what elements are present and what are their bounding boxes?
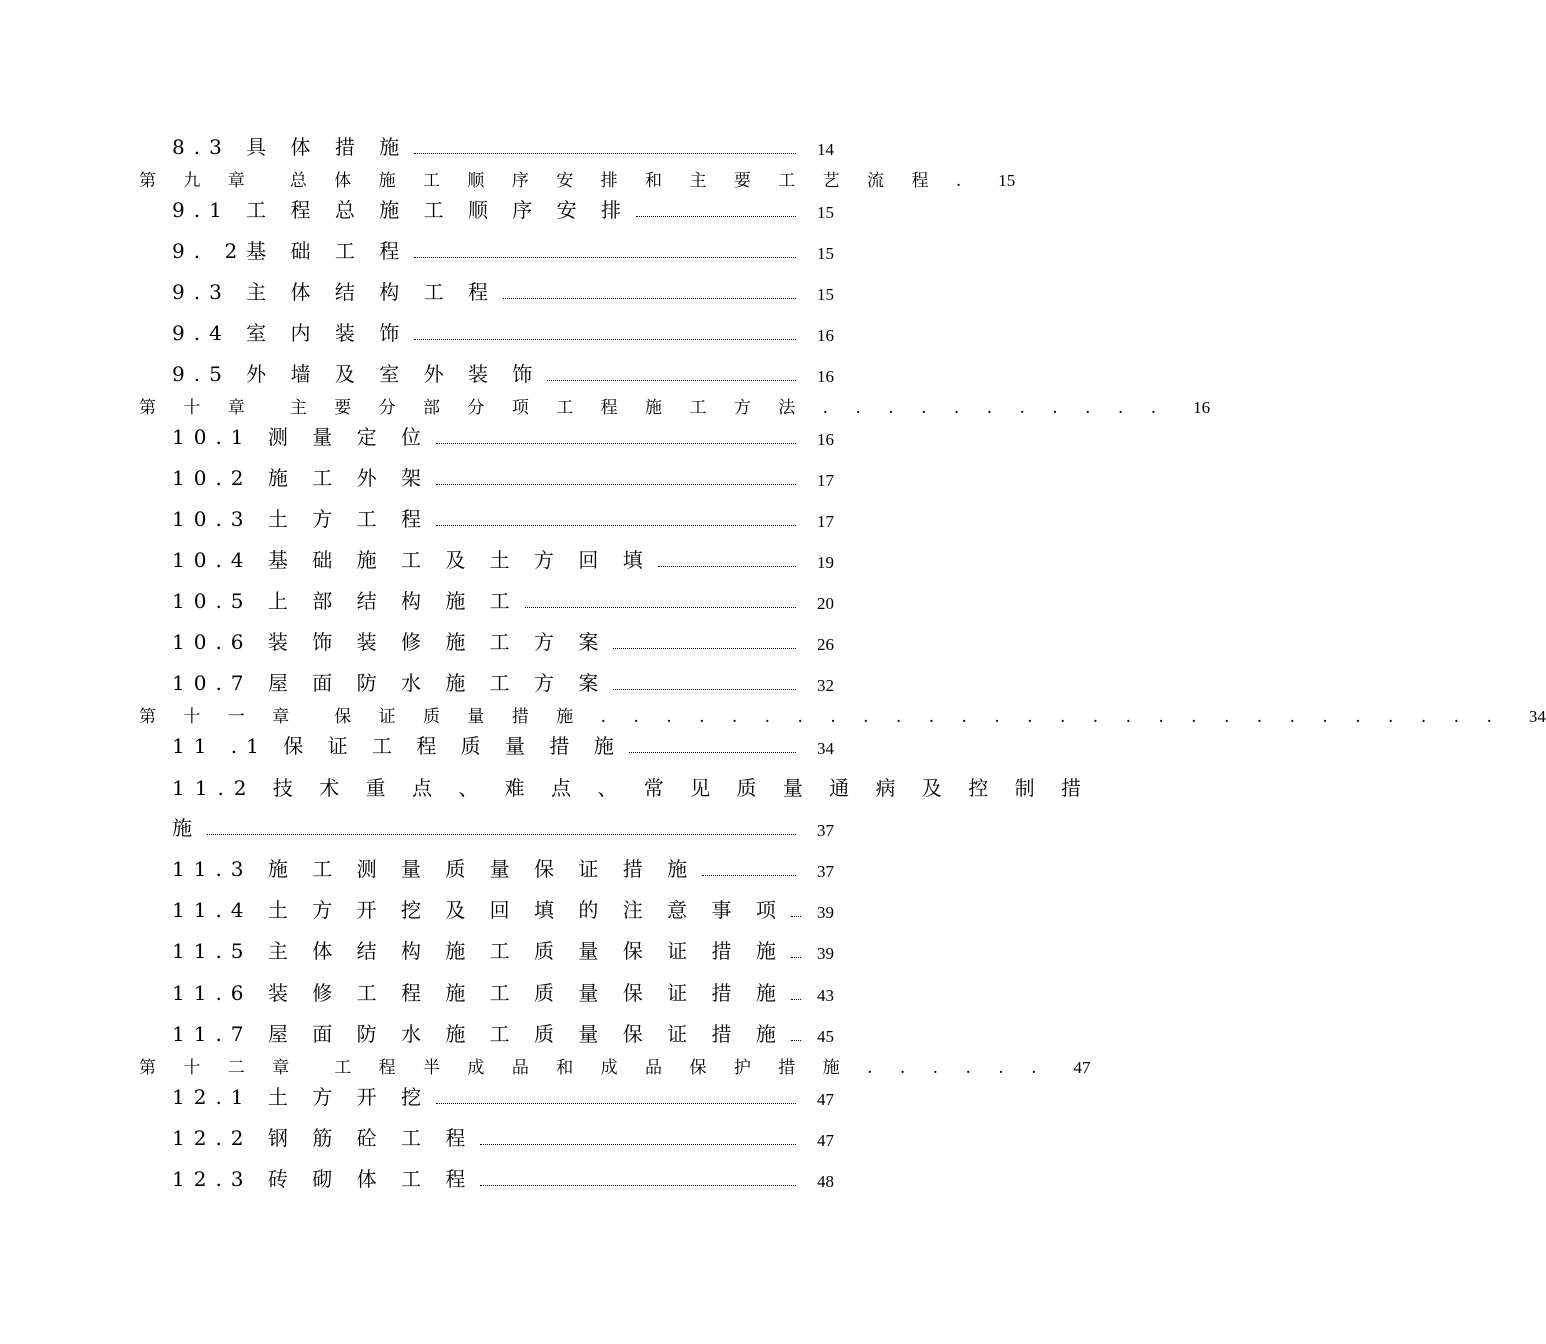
toc-entry-label: 施	[172, 816, 201, 840]
toc-entry-label: 9. 2基 础 工 程	[172, 239, 409, 263]
dot-leader	[480, 1185, 796, 1186]
toc-entry-label: 9.1 工 程 总 施 工 顺 序 安 排	[172, 198, 631, 222]
dot-leader	[436, 443, 796, 444]
toc-entry[interactable]	[172, 625, 834, 655]
toc-entry[interactable]	[172, 1121, 834, 1151]
dot-leader	[436, 484, 796, 485]
toc-entry[interactable]	[172, 1017, 834, 1047]
dot-leader	[658, 566, 796, 567]
chapter-title: 保 证 质 量 措 施 . . . . . . . . . . . . . . . . . . . . . . . . . . . .	[334, 707, 1503, 727]
dot-leader	[629, 752, 796, 753]
toc-page-number: 15	[817, 244, 834, 263]
toc-entry[interactable]	[172, 893, 834, 923]
toc-entry-label: 10.1 测 量 定 位	[172, 425, 430, 449]
toc-entry-label: 11.3 施 工 测 量 质 量 保 证 措 施	[172, 857, 697, 881]
toc-entry[interactable]	[172, 357, 834, 387]
toc-entry-label: 12.3 砖 砌 体 工 程	[172, 1167, 475, 1191]
toc-entry-label: 9.5 外 墙 及 室 外 装 饰	[172, 362, 542, 386]
toc-entry-label: 9.4 室 内 装 饰	[172, 321, 409, 345]
toc-page-number: 34	[1528, 707, 1546, 726]
toc-page-number: 19	[817, 553, 834, 572]
toc-entry-label: 11.5 主 体 结 构 施 工 质 量 保 证 措 施	[172, 939, 785, 963]
toc-entry-label: 8.3 具 体 措 施	[172, 135, 409, 159]
toc-entry[interactable]	[172, 852, 834, 882]
toc-page-number: 15	[998, 171, 1016, 190]
dot-leader	[525, 607, 796, 608]
toc-entry-label: 9.3 主 体 结 构 工 程	[172, 280, 497, 304]
dot-leader	[613, 689, 796, 690]
toc-page-number: 39	[817, 903, 834, 922]
toc-page-number: 17	[817, 471, 834, 490]
dot-leader	[414, 153, 796, 154]
toc-entry[interactable]	[172, 234, 834, 264]
toc-page-number: 37	[817, 821, 834, 840]
toc-page-number: 16	[817, 326, 834, 345]
toc-page-number: 14	[817, 140, 834, 159]
toc-entry[interactable]	[172, 420, 834, 450]
dot-leader	[436, 1103, 796, 1104]
toc-page-number: 15	[817, 285, 834, 304]
toc-entry-label: 12.1 土 方 开 挖	[172, 1085, 430, 1109]
dot-leader	[207, 834, 796, 835]
toc-page-number: 20	[817, 594, 834, 613]
toc-chapter-entry[interactable]	[139, 167, 1016, 191]
dot-leader	[636, 216, 796, 217]
chapter-title: 总 体 施 工 顺 序 安 排 和 主 要 工 艺 流 程 .	[289, 171, 973, 191]
toc-entry-label: 12.2 钢 筋 砼 工 程	[172, 1126, 475, 1150]
dot-leader	[414, 257, 796, 258]
toc-entry[interactable]	[172, 461, 834, 491]
toc-page-number: 34	[817, 739, 834, 758]
toc-entry-label: 11.7 屋 面 防 水 施 工 质 量 保 证 措 施	[172, 1022, 785, 1046]
chapter-number: 第 十 章	[139, 398, 256, 418]
dot-leader	[547, 380, 796, 381]
toc-entry[interactable]	[172, 584, 834, 614]
chapter-number: 第 十 一 章	[139, 707, 301, 727]
toc-page-number: 32	[817, 676, 834, 695]
toc-chapter-entry[interactable]	[139, 394, 1211, 418]
toc-entry-label: 10.4 基 础 施 工 及 土 方 回 填	[172, 548, 652, 572]
toc-entry[interactable]	[172, 729, 834, 759]
toc-entry[interactable]	[172, 502, 834, 532]
toc-page-number: 47	[1073, 1058, 1091, 1077]
dot-leader	[702, 875, 796, 876]
toc-entry-label: 11.4 土 方 开 挖 及 回 填 的 注 意 事 项	[172, 898, 785, 922]
toc-page-number: 45	[817, 1027, 834, 1046]
toc-entry[interactable]	[172, 811, 834, 841]
toc-entry[interactable]	[172, 316, 834, 346]
toc-entry-label: 10.6 装 饰 装 修 施 工 方 案	[172, 630, 608, 654]
toc-page-number: 16	[1193, 398, 1211, 417]
chapter-number: 第 十 二 章	[139, 1058, 301, 1078]
chapter-title: 主 要 分 部 分 项 工 程 施 工 方 法 . . . . . . . . . . .	[289, 398, 1168, 418]
toc-chapter-entry[interactable]	[139, 703, 1546, 727]
dot-leader	[436, 525, 796, 526]
dot-leader	[414, 339, 796, 340]
toc-entry[interactable]	[172, 934, 834, 964]
toc-page-number: 17	[817, 512, 834, 531]
chapter-title: 工 程 半 成 品 和 成 品 保 护 措 施 . . . . . .	[334, 1058, 1048, 1078]
dot-leader	[791, 916, 801, 917]
dot-leader	[613, 648, 796, 649]
toc-entry[interactable]	[172, 193, 834, 223]
toc-entry-label: 10.3 土 方 工 程	[172, 507, 430, 531]
toc-entry-label: 11.6 装 修 工 程 施 工 质 量 保 证 措 施	[172, 981, 785, 1005]
toc-page-number: 48	[817, 1172, 834, 1191]
toc-entry-label: 10.2 施 工 外 架	[172, 466, 430, 490]
toc-page-number: 16	[817, 430, 834, 449]
dot-leader	[480, 1144, 796, 1145]
toc-entry-label-line1[interactable]: 11.2 技 术 重 点 、 难 点 、 常 见 质 量 通 病 及 控 制 措	[172, 776, 1091, 800]
toc-page-number: 37	[817, 862, 834, 881]
toc-entry[interactable]	[172, 1080, 834, 1110]
toc-chapter-entry[interactable]	[139, 1054, 1091, 1078]
dot-leader	[791, 1040, 801, 1041]
toc-page-number: 39	[817, 944, 834, 963]
toc-entry-label: 10.5 上 部 结 构 施 工	[172, 589, 519, 613]
toc-entry[interactable]	[172, 275, 834, 305]
toc-page-number: 16	[817, 367, 834, 386]
toc-entry[interactable]	[172, 130, 834, 160]
toc-entry[interactable]	[172, 666, 834, 696]
chapter-number: 第 九 章	[139, 171, 256, 191]
dot-leader	[503, 298, 796, 299]
toc-page-number: 47	[817, 1090, 834, 1109]
toc-page-number: 15	[817, 203, 834, 222]
toc-entry[interactable]	[172, 543, 834, 573]
toc-entry-label: 10.7 屋 面 防 水 施 工 方 案	[172, 671, 608, 695]
toc-page-number: 43	[817, 986, 834, 1005]
toc-page-number: 26	[817, 635, 834, 654]
toc-entry[interactable]	[172, 1162, 834, 1192]
toc-entry-label: 11 .1 保 证 工 程 质 量 措 施	[172, 734, 623, 758]
dot-leader	[791, 957, 801, 958]
toc-entry[interactable]	[172, 976, 834, 1006]
toc-page-number: 47	[817, 1131, 834, 1150]
dot-leader	[791, 999, 801, 1000]
